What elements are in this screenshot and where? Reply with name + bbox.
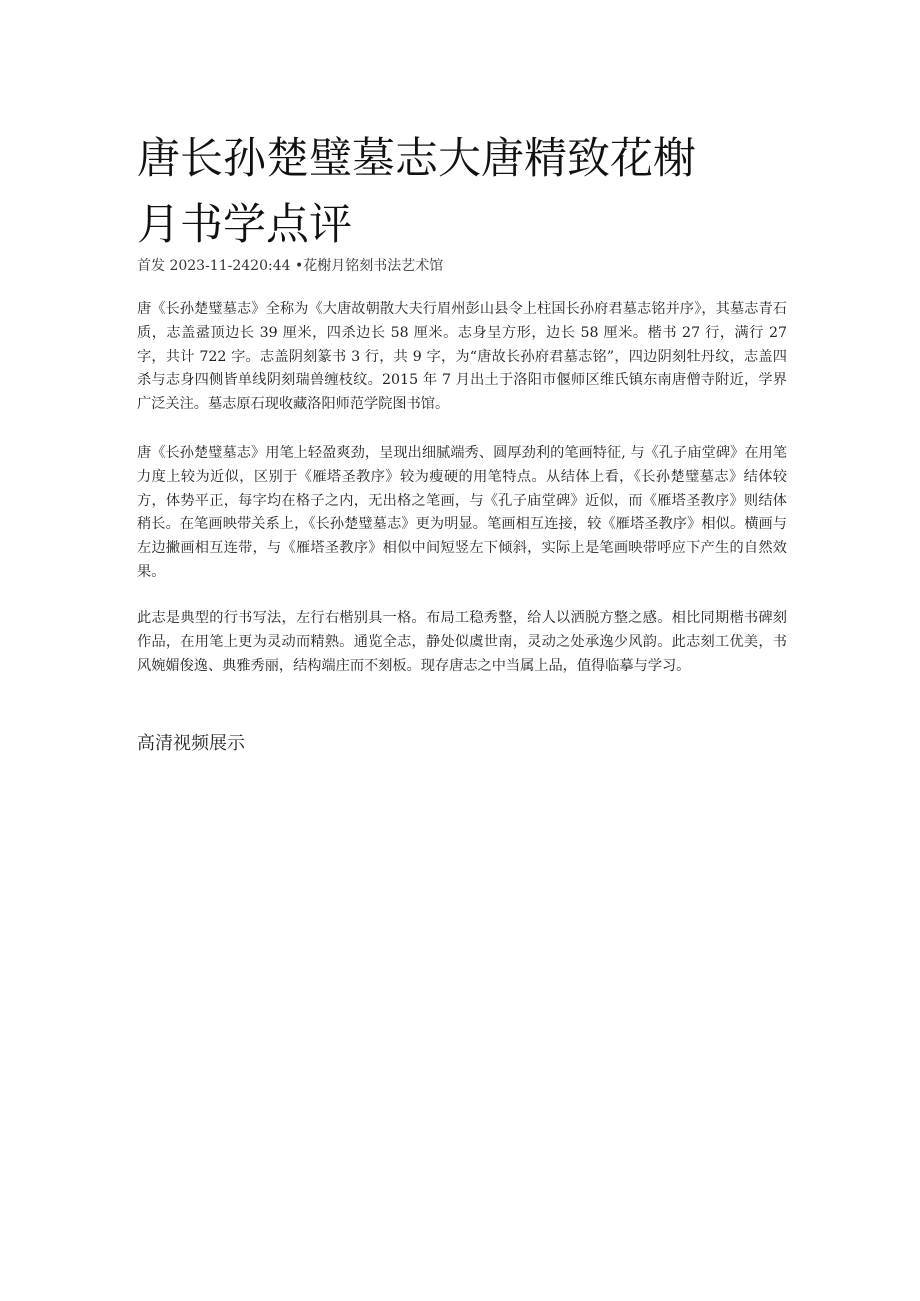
article-paragraph-2: 唐《长孙楚璧墓志》用笔上轻盈爽劲，呈现出细腻端秀、圆厚劲利的笔画特征, 与《孔子庙堂碑》在用笔力度上较为近似，区别于《雁塔圣教序》较为瘦硬的用笔特点。从结体上看，《长孙楚璧墓志》结体较方，体势平正，每字均在格子之内，无出格之笔画，与《孔子庙堂碑》近似，而《雁塔圣教序》则结体稍长。在笔画映带关系上，《长孙楚璧墓志》更为明显。笔画相互连接，较《雁塔圣教序》相似。横画与左边撇画相互连带，与《雁塔圣教序》相似中间短竖左下倾斜，实际上是笔画映带呼应下产生的自然效果。	[137, 445, 787, 580]
article-title-line-2: 月书学点评	[137, 200, 352, 250]
article-paragraph-1: 唐《长孙楚璧墓志》全称为《大唐故朝散大夫行眉州彭山县令上柱国长孙府君墓志铭并序》，其墓志青石质，志盖盝顶边长 39 厘米，四杀边长 58 厘米。志身呈方形，边长 58 厘米。楷书 27 行，满行 27 字，共计 722 字。志盖阴刻篆书 3 行，共 9 字，为“唐故长孙府君墓志铭”，四边阴刻牡丹纹，志盖四杀与志身四侧皆单线阴刻瑞兽缠枝纹。2015 年 7 月出土于洛阳市偃师区维氏镇东南唐僧寺附近，学界广泛关注。墓志原石现收藏洛阳师范学院图书馆。	[137, 301, 787, 413]
article-meta: 首发 2023-11-2420:44 •花榭月铭刻书法艺术馆	[137, 258, 444, 274]
article-title-line-1: 唐长孙楚璧墓志大唐精致花榭	[137, 134, 696, 184]
article-title	[137, 126, 797, 258]
video-section-heading: 高清视频展示	[137, 733, 245, 754]
article-paragraph-3: 此志是典型的行书写法，左行右楷别具一格。布局工稳秀整，给人以洒脱方整之感。相比同期楷书碑刻作品，在用笔上更为灵动而精熟。通览全志，静处似虞世南，灵动之处承逸少风韵。此志刻工优美，书风婉媚俊逸、典雅秀丽，结构端庄而不刻板。现存唐志之中当属上品，值得临摹与学习。	[137, 610, 787, 674]
